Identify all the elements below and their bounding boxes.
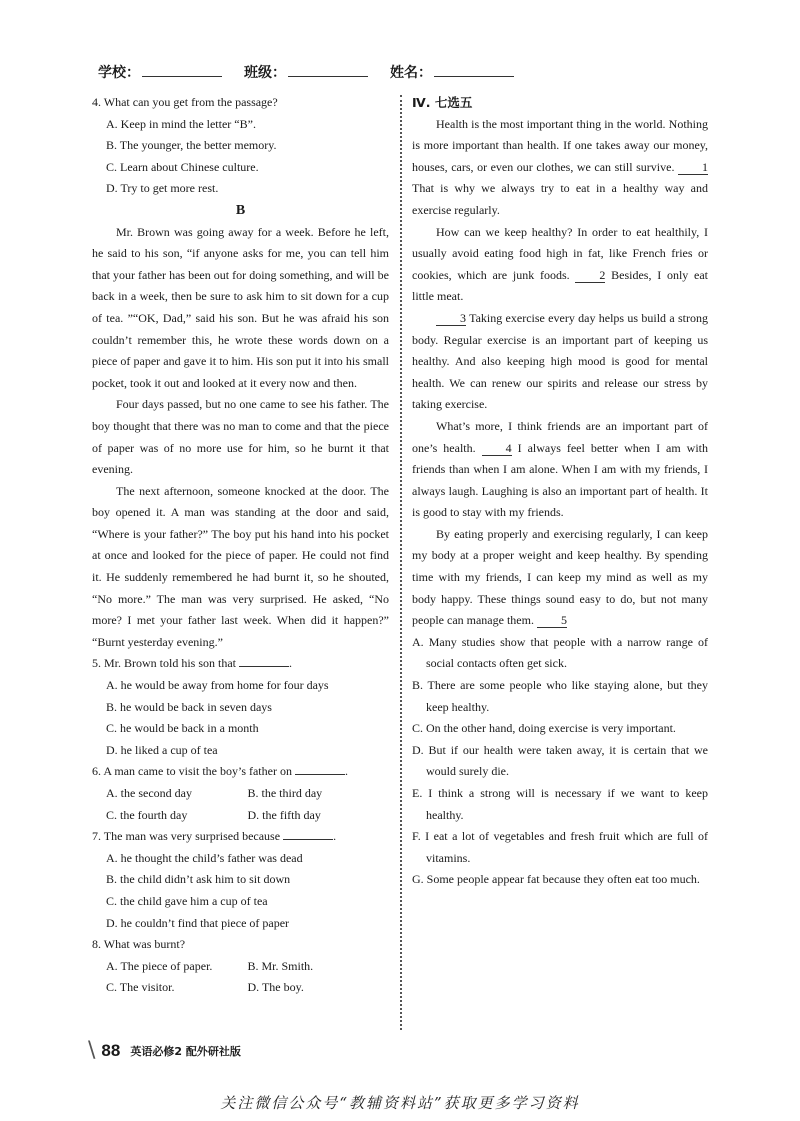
- q4-option-a[interactable]: A. Keep in mind the letter “B”.: [106, 116, 256, 131]
- name-field: [390, 62, 514, 82]
- right-column: [412, 92, 708, 891]
- q6-option-d[interactable]: D. the fifth day: [247, 807, 321, 822]
- q4-option-d[interactable]: D. Try to get more rest.: [106, 181, 219, 196]
- q7-option-b[interactable]: B. the child didn’t ask him to sit down: [106, 872, 291, 887]
- cloze-blank-4[interactable]: 4: [482, 441, 512, 456]
- cloze-blank-1[interactable]: 1: [678, 160, 708, 175]
- cloze-text: Health is the most important thing in the world. Nothing is more important than health. If one takes away our money, houses, cars, or even our clothes, we can still survive.: [412, 116, 708, 174]
- q7-stem-end: .: [333, 829, 337, 844]
- q8-options-row-2: [106, 977, 389, 999]
- passage-paragraph: Mr. Brown was going away for a week. Before he left, he said to his son, “if anyone asks for me, you can tell him that your father has been out for doing something, and will be back in a week, then be sure to ask him to sit down for a cup of tea. ”“OK, Dad,” said his son. But he was afraid his son couldn’t remember this, he wrote these words down on a piece of paper and gave it to him. His son put it into his small pocket, took it out and looked at it every now and then.: [92, 224, 389, 390]
- q5-option-d[interactable]: D. he liked a cup of tea: [106, 742, 218, 757]
- column-divider: [400, 95, 402, 1030]
- footer-slash-decoration: \: [88, 1038, 96, 1063]
- q5-answer-blank[interactable]: [239, 654, 289, 667]
- school-field: [98, 62, 222, 82]
- choice-option-c[interactable]: C. On the other hand, doing exercise is very important.: [412, 721, 676, 736]
- q5-stem: [92, 653, 389, 675]
- q8-option-d[interactable]: D. The boy.: [247, 980, 304, 995]
- school-label: 学校：: [98, 65, 140, 81]
- book-title: 英语必修2 配外研社版: [130, 1044, 241, 1058]
- section-iv-title: Ⅳ. 七选五: [412, 95, 473, 110]
- cloze-text: By eating properly and exercising regularly, I can keep my body at a proper weight and keep healthy. By spending time with my friends, I can keep my mind as well as my body happy. These things sound easy to do, but not many people can manage them.: [412, 526, 708, 628]
- choice-option-e[interactable]: E. I think a strong will is necessary if we want to keep healthy.: [412, 786, 708, 822]
- cloze-text: I always feel better when I am with friends than when I am alone. When I am with my friends, I always laugh. Laughing is also an important part of health. It is good to stay with my friends.: [412, 440, 709, 520]
- cloze-paragraph-4: [412, 416, 708, 524]
- q6-answer-blank[interactable]: [295, 762, 345, 775]
- choice-option-a[interactable]: A. Many studies show that people with a narrow range of social contacts often get sick.: [412, 634, 708, 671]
- q8-option-a[interactable]: A. The piece of paper.: [106, 958, 213, 973]
- cloze-paragraph-2: [412, 222, 708, 308]
- cloze-text: Taking exercise every day helps us build a strong body. Regular exercise is an important part of keeping us healthy. And also keeping high mood is good for mental health. We can renew our spirits and release our stress by taking exercise.: [412, 310, 708, 412]
- q4-option-c[interactable]: C. Learn about Chinese culture.: [106, 159, 259, 174]
- q5-stem-end: .: [289, 656, 293, 671]
- choice-option-g[interactable]: G. Some people appear fat because they often eat too much.: [412, 872, 700, 887]
- q6-option-c[interactable]: C. the fourth day: [106, 807, 188, 822]
- q6-options-row-2: [106, 805, 389, 827]
- choice-option-f[interactable]: F. I eat a lot of vegetables and fresh fruit which are full of vitamins.: [412, 829, 708, 865]
- q5-stem-text: 5. Mr. Brown told his son that: [92, 656, 237, 671]
- q6-stem-text: 6. A man came to visit the boy’s father on: [92, 764, 292, 779]
- q7-option-d[interactable]: D. he couldn’t find that piece of paper: [106, 915, 290, 930]
- q7-option-c[interactable]: C. the child gave him a cup of tea: [106, 893, 268, 908]
- cloze-text: What’s more, I think friends are an important part of one’s health.: [412, 418, 708, 455]
- cloze-paragraph-1: [412, 114, 708, 222]
- cloze-blank-2[interactable]: 2: [575, 268, 605, 283]
- q4-option-b[interactable]: B. The younger, the better memory.: [106, 138, 277, 153]
- q8-stem: 8. What was burnt?: [92, 937, 186, 952]
- q5-option-b[interactable]: B. he would be back in seven days: [106, 699, 272, 714]
- cloze-blank-5[interactable]: 5: [537, 613, 567, 628]
- section-b-heading: B: [235, 202, 246, 218]
- left-column: [92, 92, 389, 999]
- name-input-line[interactable]: [434, 62, 514, 77]
- q7-answer-blank[interactable]: [283, 827, 333, 840]
- cloze-text: How can we keep healthy? In order to eat healthily, I usually avoid eating food high in fat, like French fries or cookies, which are junk foods.: [412, 224, 708, 282]
- q7-stem: [92, 826, 389, 848]
- school-input-line[interactable]: [142, 62, 222, 77]
- cloze-paragraph-3: [412, 308, 708, 416]
- q5-option-c[interactable]: C. he would be back in a month: [106, 721, 259, 736]
- q6-option-b[interactable]: B. the third day: [247, 786, 323, 800]
- q6-stem: [92, 761, 389, 783]
- q8-options-row-1: [106, 956, 389, 978]
- cloze-text: Besides, I only eat little meat.: [412, 267, 709, 304]
- cloze-text: That is why we always try to eat in a healthy way and exercise regularly.: [412, 181, 708, 217]
- passage-paragraph: Four days passed, but no one came to see his father. The boy thought that there was no man to come and that the piece of paper was of no more use for him, so he burnt it that evening.: [92, 397, 389, 477]
- class-input-line[interactable]: [288, 62, 368, 77]
- page-number: 88: [101, 1040, 121, 1060]
- page-footer: [88, 1038, 241, 1063]
- q7-option-a[interactable]: A. he thought the child’s father was dead: [106, 850, 303, 865]
- q6-options-row-1: [106, 783, 389, 805]
- q6-stem-end: .: [344, 764, 348, 779]
- class-field: [244, 62, 368, 82]
- passage-paragraph: The next afternoon, someone knocked at the door. The boy opened it. A man was standing at the door and said, “Where is your father?” The boy put his hand into his pocket at once and looked for the piece of paper. He could not find it. He suddenly remembered he had burnt it, so he shouted, “No more.” The man was very surprised. He asked, “No more? I met your father last week. When did it happen?” “Burnt yesterday evening.”: [92, 483, 389, 649]
- choice-option-b[interactable]: B. There are some people who like staying alone, but they keep healthy.: [412, 678, 708, 714]
- q5-option-a[interactable]: A. he would be away from home for four days: [106, 678, 329, 693]
- q7-stem-text: 7. The man was very surprised because: [92, 829, 281, 844]
- name-label: 姓名：: [390, 65, 432, 81]
- q4-stem: 4. What can you get from the passage?: [92, 95, 278, 109]
- q6-option-a[interactable]: A. the second day: [106, 786, 192, 800]
- cloze-blank-3[interactable]: 3: [436, 311, 466, 326]
- promo-text: 关注微信公众号“教辅资料站”获取更多学习资料: [220, 1094, 580, 1112]
- cloze-paragraph-5: [412, 524, 708, 632]
- class-label: 班级：: [244, 65, 286, 81]
- choice-option-d[interactable]: D. But if our health were taken away, it is certain that we would surely die.: [412, 742, 708, 779]
- q8-option-c[interactable]: C. The visitor.: [106, 980, 175, 995]
- q8-option-b[interactable]: B. Mr. Smith.: [247, 958, 314, 973]
